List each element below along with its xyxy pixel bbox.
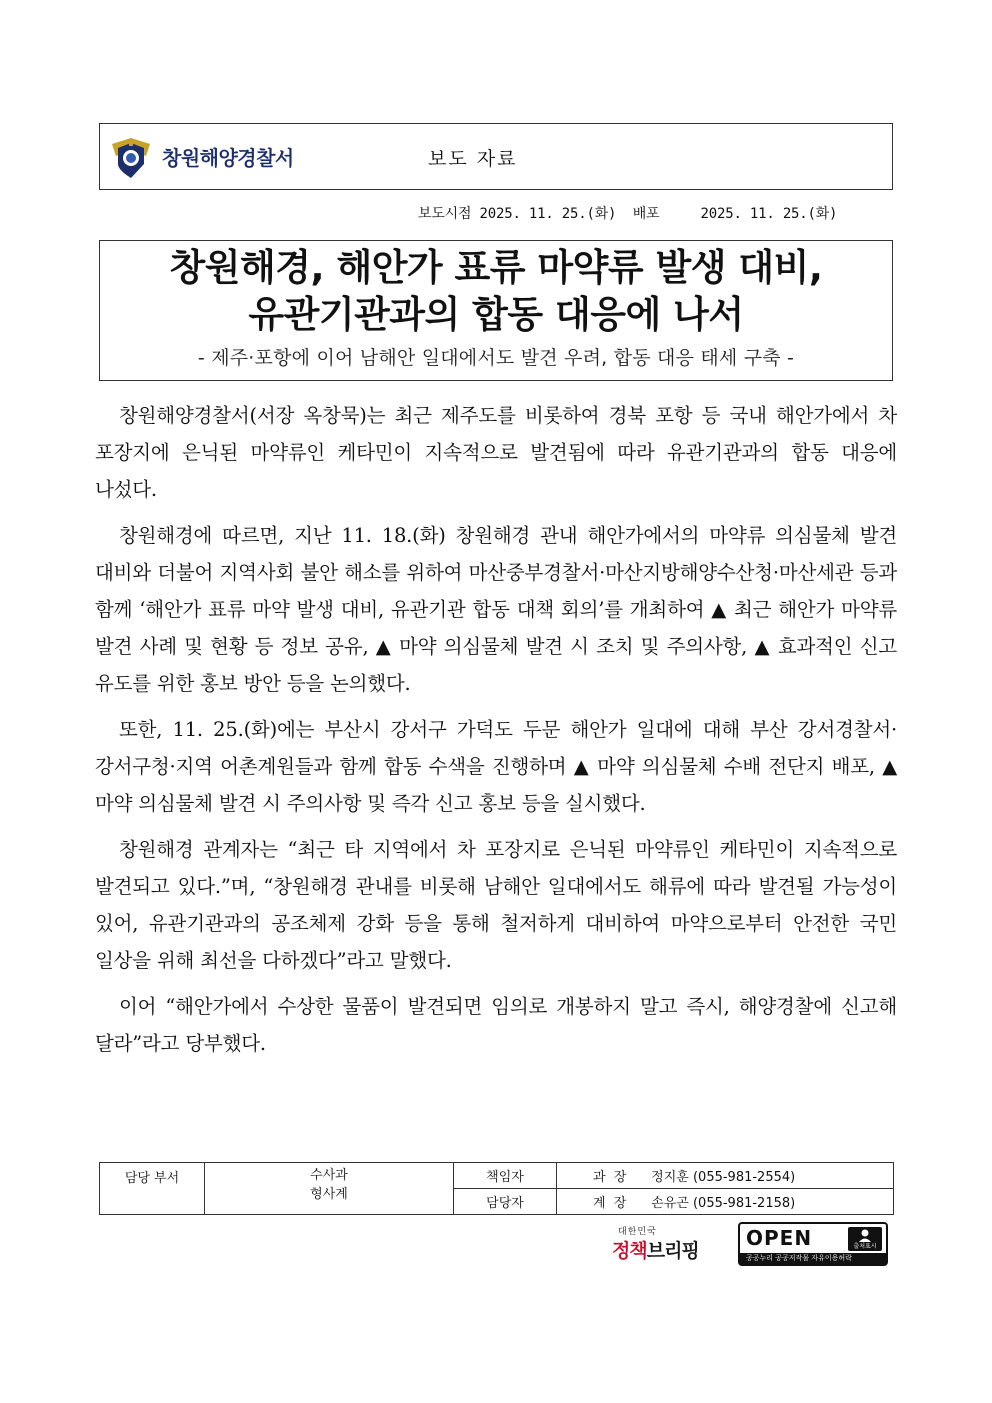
headline-box — [99, 240, 893, 381]
paragraph: 이어 “해안가에서 수상한 물품이 발견되면 임의로 개봉하지 말고 즉시, 해양경찰에 신고해 달라”라고 당부했다. — [95, 995, 897, 1055]
headline-subtitle: - 제주·포항에 이어 남해안 일대에서도 발견 우려, 합동 대응 태세 구축 - — [197, 347, 795, 369]
press-header — [99, 123, 893, 190]
role-label: 담당자 — [454, 1189, 557, 1215]
open-bar-text: 공공누리 공공저작물 자유이용허락 — [740, 1253, 886, 1264]
brief-small-text: 대한민국 — [618, 1227, 657, 1237]
release-dates: 보도시점 2025. 11. 25.(화) 배포 2025. 11. 25.(화) — [418, 206, 838, 222]
paragraph: 또한, 11. 25.(화)에는 부산시 강서구 가덕도 두문 해안가 일대에 대해 부산 강서경찰서·강서구청·지역 어촌계원들과 함께 합동 수색을 진행하며 ▲ 마약 의심물체 수배 전단지 배포, ▲ 마약 의심물체 발견 시 주의사항 및 즉각 신고 홍보 등을 실시했다. — [95, 718, 897, 815]
dept-line2: 형사계 — [310, 1187, 348, 1202]
open-word: OPEN — [746, 1226, 813, 1250]
role-label: 책임자 — [454, 1163, 557, 1189]
contact-person: 계 장 손유곤 (055-981-2158) — [557, 1189, 894, 1215]
brief-big-text: 정책브리핑 — [612, 1240, 699, 1262]
attribution-icon — [848, 1227, 882, 1251]
org-name: 창원해양경찰서 — [162, 146, 294, 170]
contact-row — [100, 1163, 894, 1189]
dept-label: 담당 부서 — [100, 1163, 205, 1215]
contact-person: 과 장 정지훈 (055-981-2554) — [557, 1163, 894, 1189]
paragraph: 창원해경에 따르면, 지난 11. 18.(화) 창원해경 관내 해안가에서의 마약류 의심물체 발견 대비와 더불어 지역사회 불안 해소를 위하여 마산중부경찰서·마산지방해양수산청·마산세관 등과 함께 ‘해안가 표류 마약 발생 대비, 유관기관 합동 대책 회의’를 개최하여 ▲ 최근 해안가 마약류 발견 사례 및 현황 등 정보 공유, ▲ 마약 의심물체 발견 시 조치 및 주의사항, ▲ 효과적인 신고 유도를 위한 홍보 방안 등을 논의했다. — [95, 524, 897, 695]
footer-logos — [612, 1222, 888, 1268]
dept-line1: 수사과 — [310, 1168, 348, 1183]
open-license-badge — [738, 1222, 888, 1266]
doc-type: 보도 자료 — [428, 148, 518, 170]
attribution-text: 출처표시 — [853, 1243, 877, 1250]
coast-guard-emblem-icon — [108, 134, 154, 180]
article-body — [95, 397, 897, 1071]
headline-title-line2: 유관기관과의 합동 대응에 나서 — [248, 293, 744, 336]
paragraph: 창원해양경찰서(서장 옥창묵)는 최근 제주도를 비롯하여 경북 포항 등 국내 해안가에서 차 포장지에 은닉된 마약류인 케타민이 지속적으로 발견됨에 따라 유관기관과의 합동 대응에 나섰다. — [95, 404, 897, 501]
headline-title — [100, 244, 892, 338]
headline-title-line1: 창원해경, 해안가 표류 마약류 발생 대비, — [169, 246, 823, 289]
paragraph: 창원해경 관계자는 “최근 타 지역에서 차 포장지로 은닉된 마약류인 케타민이 지속적으로 발견되고 있다.”며, “창원해경 관내를 비롯해 남해안 일대에서도 해류에 따라 발견될 가능성이 있어, 유관기관과의 공조체제 강화 등을 통해 철저하게 대비하여 마약으로부터 안전한 국민 일상을 위해 최선을 다하겠다”라고 말했다. — [95, 838, 897, 972]
dept-name — [205, 1163, 454, 1215]
contact-table — [99, 1162, 894, 1215]
policy-briefing-logo — [612, 1224, 730, 1268]
